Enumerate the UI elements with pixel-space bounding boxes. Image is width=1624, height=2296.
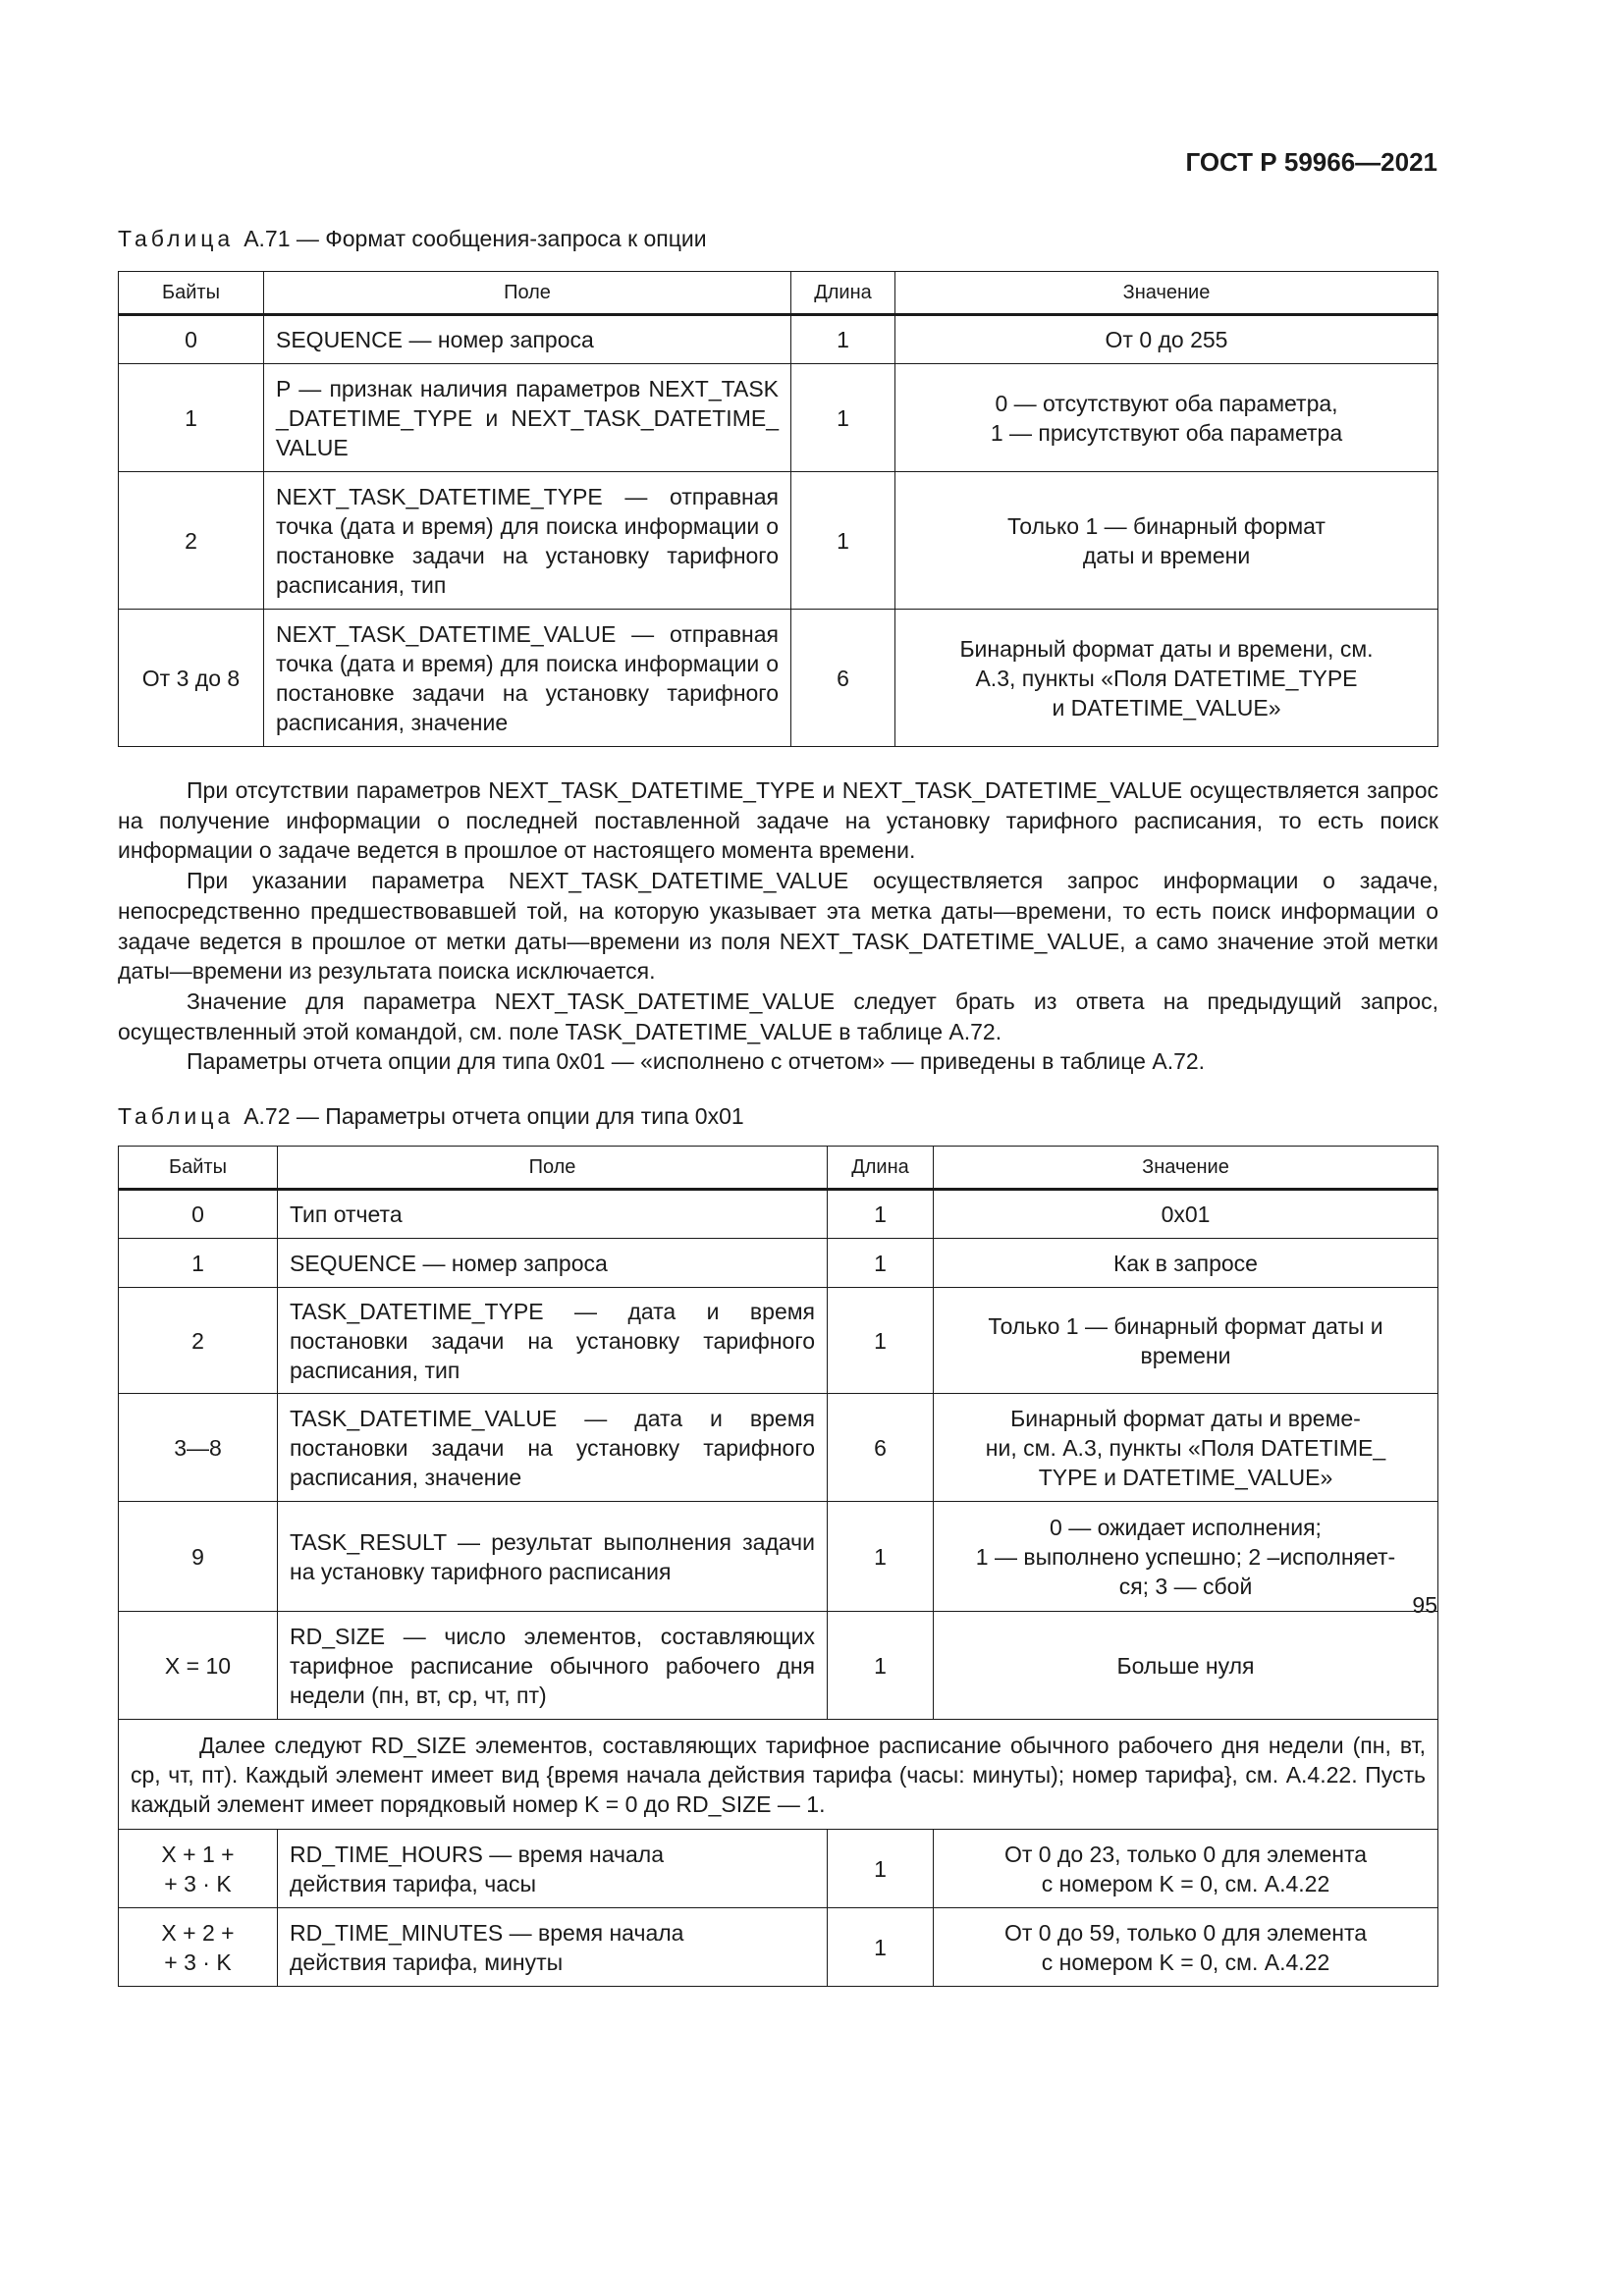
cell-field: TASK_DATETIME_VALUE — дата и время постановки задачи на установку тарифного расписания, значение <box>278 1394 828 1502</box>
cell-field: TASK_DATETIME_TYPE — дата и время постановки задачи на установку тарифного расписания, тип <box>278 1288 828 1394</box>
col-header-bytes: Байты <box>119 1147 278 1190</box>
table-a72 <box>118 1146 1438 1987</box>
value-line: Только 1 — бинарный формат <box>1007 512 1326 539</box>
cell-value <box>934 1394 1438 1502</box>
cell-length: 1 <box>828 1830 934 1908</box>
span-note-text: Далее следуют RD_SIZE элементов, составляющих тарифное расписание обычного рабочего дня недели (пн, вт, ср, чт, пт). Каждый элемент имеет вид {время начала действия тарифа (часы: минуты); номер тарифа}, см. А.4.22. Пусть каждый элемент имеет порядковый номер K = 0 до RD_SIZE — 1. <box>131 1732 1426 1817</box>
field-line: RD_TIME_HOURS — время начала <box>290 1841 665 1867</box>
cell-value: Больше нуля <box>934 1612 1438 1720</box>
table-row <box>119 1190 1438 1239</box>
page-number: 95 <box>1412 1592 1437 1618</box>
table-row <box>119 364 1438 472</box>
cell-value <box>934 1288 1438 1394</box>
cell-field: RD_SIZE — число элементов, составляющих тарифное расписание обычного рабочего дня недели (пн, вт, ср, чт, пт) <box>278 1612 828 1720</box>
col-header-bytes: Байты <box>119 272 264 315</box>
cell-value: От 0 до 255 <box>895 315 1438 364</box>
cell-bytes: 1 <box>119 1239 278 1288</box>
value-line: 0 — отсутствуют оба параметра, <box>995 390 1338 416</box>
cell-length: 1 <box>828 1612 934 1720</box>
cell-value: Как в запросе <box>934 1239 1438 1288</box>
bytes-line: + 3 · K <box>164 1949 232 1975</box>
cell-length: 1 <box>791 315 895 364</box>
table-a71-caption <box>118 226 707 252</box>
cell-value <box>934 1908 1438 1987</box>
cell-field <box>278 1908 828 1987</box>
table-row <box>119 1394 1438 1502</box>
cell-length: 1 <box>791 364 895 472</box>
table-a71 <box>118 271 1438 747</box>
cell-bytes: От 3 до 8 <box>119 610 264 747</box>
value-line: 0 — ожидает исполнения; <box>1050 1514 1322 1540</box>
paragraph: При указании параметра NEXT_TASK_DATETIME_VALUE осуществляется запрос информации о задаче, непосредственно предшествовавшей той, на которую указывает эта метка даты—времени, то есть поиск информации о задаче ведется в прошлое от метки даты—времени из поля NEXT_TASK_DATETIME_VALUE, а само значение этой метки даты—времени из результата поиска исключается. <box>118 868 1438 985</box>
cell-length: 1 <box>828 1502 934 1612</box>
table-header-row <box>119 1147 1438 1190</box>
col-header-value: Значение <box>895 272 1438 315</box>
value-line: ни, см. А.3, пункты «Поля DATETIME_ <box>985 1434 1386 1461</box>
value-line: TYPE и DATETIME_VALUE» <box>1038 1464 1333 1490</box>
cell-bytes: 0 <box>119 1190 278 1239</box>
table-span-row <box>119 1720 1438 1830</box>
value-line: От 0 до 23, только 0 для элемента <box>1003 1841 1368 1867</box>
cell-length: 1 <box>828 1239 934 1288</box>
span-note-cell <box>119 1720 1438 1830</box>
value-line: Бинарный формат даты и времени, см. <box>959 635 1374 662</box>
body-text <box>118 775 1438 1077</box>
cell-value <box>934 1830 1438 1908</box>
cell-field: Тип отчета <box>278 1190 828 1239</box>
value-line: Только 1 — бинарный формат даты и <box>988 1312 1383 1339</box>
table-a72-caption <box>118 1103 744 1130</box>
paragraph: Параметры отчета опции для типа 0x01 — «исполнено с отчетом» — приведены в таблице А.72. <box>187 1048 1206 1075</box>
col-header-field: Поле <box>264 272 791 315</box>
table-row <box>119 472 1438 610</box>
bytes-line: + 3 · K <box>164 1870 232 1896</box>
cell-value <box>934 1502 1438 1612</box>
value-line: и DATETIME_VALUE» <box>1052 694 1281 721</box>
cell-bytes: 3—8 <box>119 1394 278 1502</box>
caption-label: Таблица <box>118 1103 235 1129</box>
cell-value <box>895 472 1438 610</box>
cell-field: SEQUENCE — номер запроса <box>264 315 791 364</box>
cell-bytes: 1 <box>119 364 264 472</box>
table-row <box>119 1288 1438 1394</box>
bytes-line: X + 2 + <box>161 1919 235 1946</box>
cell-bytes: 2 <box>119 1288 278 1394</box>
cell-bytes <box>119 1830 278 1908</box>
caption-label: Таблица <box>118 226 235 251</box>
cell-field: NEXT_TASK_DATETIME_TYPE — отправная точка (дата и время) для поиска информации о постановке задачи на установку тарифного расписания, тип <box>264 472 791 610</box>
field-line: действия тарифа, минуты <box>290 1949 564 1975</box>
col-header-length: Длина <box>828 1147 934 1190</box>
value-line: даты и времени <box>1082 542 1251 568</box>
cell-length: 1 <box>828 1190 934 1239</box>
table-row <box>119 1612 1438 1720</box>
value-line: с номером K = 0, см. А.4.22 <box>1041 1870 1330 1896</box>
cell-bytes: 2 <box>119 472 264 610</box>
value-line: А.3, пункты «Поля DATETIME_TYPE <box>975 665 1358 691</box>
cell-value: 0x01 <box>934 1190 1438 1239</box>
cell-length: 6 <box>791 610 895 747</box>
value-line: Бинарный формат даты и време- <box>1010 1405 1361 1431</box>
table-row <box>119 1908 1438 1987</box>
value-line: ся; 3 — сбой <box>1118 1573 1253 1599</box>
cell-field: TASK_RESULT — результат выполнения задачи на установку тарифного расписания <box>278 1502 828 1612</box>
cell-bytes: 9 <box>119 1502 278 1612</box>
cell-bytes: 0 <box>119 315 264 364</box>
cell-bytes <box>119 1908 278 1987</box>
table-row <box>119 1239 1438 1288</box>
cell-length: 1 <box>791 472 895 610</box>
cell-value <box>895 610 1438 747</box>
value-line: 1 — выполнено успешно; 2 –исполняет- <box>975 1543 1396 1570</box>
col-header-value: Значение <box>934 1147 1438 1190</box>
cell-length: 6 <box>828 1394 934 1502</box>
bytes-line: X + 1 + <box>161 1841 235 1867</box>
cell-field: P — признак наличия параметров NEXT_TASK_DATETIME_TYPE и NEXT_TASK_DATETIME_VALUE <box>264 364 791 472</box>
cell-bytes: X = 10 <box>119 1612 278 1720</box>
col-header-field: Поле <box>278 1147 828 1190</box>
caption-text: А.71 — Формат сообщения-запроса к опции <box>244 226 707 251</box>
field-line: RD_TIME_MINUTES — время начала <box>290 1919 684 1946</box>
cell-length: 1 <box>828 1288 934 1394</box>
field-line: действия тарифа, часы <box>290 1870 537 1896</box>
table-header-row <box>119 272 1438 315</box>
table-row <box>119 315 1438 364</box>
value-line: 1 — присутствуют оба параметра <box>990 419 1343 446</box>
table-row <box>119 1502 1438 1612</box>
value-line: От 0 до 59, только 0 для элемента <box>1003 1919 1368 1946</box>
table-row <box>119 1830 1438 1908</box>
paragraph: При отсутствии параметров NEXT_TASK_DATETIME_TYPE и NEXT_TASK_DATETIME_VALUE осуществляется запрос на получение информации о последней поставленной задаче на установку тарифного расписания, то есть поиск информации о задаче ведется в прошлое от настоящего момента времени. <box>118 777 1438 864</box>
cell-field: SEQUENCE — номер запроса <box>278 1239 828 1288</box>
col-header-length: Длина <box>791 272 895 315</box>
paragraph: Значение для параметра NEXT_TASK_DATETIME_VALUE следует брать из ответа на предыдущий запрос, осуществленный этой командой, см. поле TASK_DATETIME_VALUE в таблице А.72. <box>118 988 1438 1044</box>
cell-length: 1 <box>828 1908 934 1987</box>
value-line: с номером K = 0, см. А.4.22 <box>1041 1949 1330 1975</box>
caption-text: А.72 — Параметры отчета опции для типа 0x01 <box>244 1103 744 1129</box>
table-row <box>119 610 1438 747</box>
cell-value <box>895 364 1438 472</box>
standard-header: ГОСТ Р 59966—2021 <box>1185 147 1437 177</box>
value-line: времени <box>1140 1342 1231 1368</box>
cell-field: NEXT_TASK_DATETIME_VALUE — отправная точка (дата и время) для поиска информации о постановке задачи на установку тарифного расписания, значение <box>264 610 791 747</box>
cell-field <box>278 1830 828 1908</box>
